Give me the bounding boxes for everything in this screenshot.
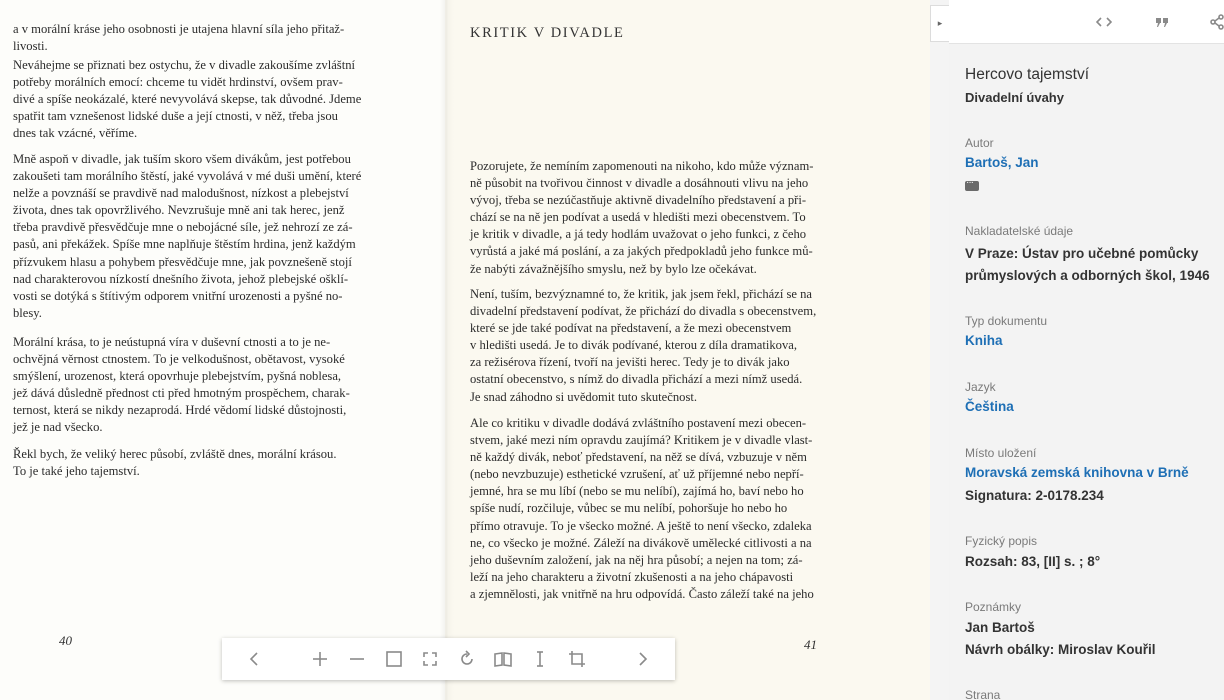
right-page-number: 41 [804, 637, 817, 652]
publisher-label: Nakladatelské údaje [965, 224, 1074, 238]
left-paragraph-1: a v morální kráse jeho osobnosti je utajena hlavní síla jeho přitaž- livosti. [13, 22, 345, 54]
fullscreen-icon[interactable] [417, 646, 443, 672]
notes-line-2: Návrh obálky: Miroslav Kouřil [965, 642, 1156, 657]
more-info-icon[interactable] [965, 181, 979, 191]
rotate-icon[interactable] [454, 646, 480, 672]
sidebar-top-bar [949, 0, 1224, 44]
physical-label: Fyzický popis [965, 534, 1038, 548]
location-label: Místo uložení [965, 446, 1037, 460]
publisher-value: V Praze: Ústav pro učebné pomůcky průmyslových a odborných škol, 1946 [965, 246, 1210, 283]
signature-value: Signatura: 2-0178.234 [965, 488, 1104, 503]
notes-line-1: Jan Bartoš [965, 620, 1035, 635]
share-icon[interactable] [1207, 12, 1224, 32]
fit-page-icon[interactable] [381, 646, 407, 672]
left-paragraph-4: Morální krása, to je neústupná víra v duševní ctnosti a to je ne- ochvějná věrnost ctnostem. To je velkodušnost, obětavost, vysoké smýšlení, urozenost, která opovrhuje plebejstvím, pyšná noblesa, jež dává důsledně přednost cti před hmotným prospěchem, charak- ternost, která se nikdy nezaprodá. Hrdé vědomí lidské důstojnosti, jež je nad všecko. [13, 335, 350, 435]
book-view-icon[interactable] [490, 646, 516, 672]
physical-value: Rozsah: 83, [II] s. ; 8° [965, 554, 1101, 569]
viewer-toolbar [222, 638, 675, 680]
chevron-right-small-icon: ▸ [937, 18, 943, 28]
left-paragraph-3: Mně aspoň v divadle, jak tuším skoro všem divákům, jest potřebou zakoušeti tam morálního štěstí, jaké vyvolává v mé duši umění, které nelže a povznáší se pravdivě nad malodušnost, nízkost a plebejství života, dnes tak opovržlivého. Nevzrušuje mně ani tak herec, jenž třeba pravdivě přesvědčuje mne o nebojácné síle, jež nehrozí ze zá- pasů, ani překážek. Spíše mne naplňuje štěstím hrdina, jenž každým přízvukem hlasu a pohybem přesvědčuje mne, jak povznešeně stojí nad charakterovou nízkostí dnešního života, jehož plebejské ošklí- vosti se dotýká s štítivým odporem vnitřní urozenosti a pyšné no- blesy. [13, 152, 362, 320]
book-subtitle: Divadelní úvahy [965, 90, 1064, 105]
left-paragraph-5: Řekl bych, že veliký herec působí, zvláště dnes, morální krásou. To je také jeho tajemství. [13, 447, 337, 479]
location-link[interactable]: Moravská zemská knihovna v Brně [965, 465, 1189, 480]
left-page-number: 40 [59, 633, 72, 648]
right-paragraph-1: Pozorujete, že nemíním zapomenouti na nikoho, kdo může význam- ně působit na tvořivou činnost v divadle a dosáhnouti vlivu na jeho vývoj, třeba se nezúčastňuje aktivně divadelního představení a při- chází se na ně jen podívat a usedá v hledišti mezi obecenstvem. To je kritik v divadle, a já tedy hodlám uvažovat o jeho funkci, z čeho vyrůstá a jaké má poslání, a za jakých předpokladů jeho funkce mů- že nabýti závažnějšího smyslu, než by bylo lze očekávat. [470, 159, 814, 276]
right-paragraph-3: Ale co kritiku v divadle dodává zvláštního postavení mezi obecen- stvem, jaké mezi ním opravdu zaujímá? Kritikem je v divadle vlast- ně každý divák, neboť představení, na něž se dívá, vzbuzuje v něm (nebo nevzbuzuje) esthetické vzrušení, ať už příjemné nebo nepří- jemné, hra se mu líbí (nebo se mu nelíbí), zajímá ho, baví nebo ho spíše nudí, rozčiluje, vůbec se mu nelíbí, pohoršuje ho nebo ho přímo otravuje. To je všecko možné. A ještě to není všecko, zdaleka ne, co všecko je možné. Záleží na divákově umělecké citlivosti a na jeho duševním založení, jak na něj hra působí; a nejen na tom; zá- leží na jeho charakteru a životní zkušenosti a na jeho chápavosti a zjemnělosti, jak vnitřně na hru odpovídá. Často záleží také na jeho [470, 416, 814, 601]
code-icon[interactable] [1094, 12, 1114, 32]
notes-label: Poznámky [965, 600, 1022, 614]
language-label: Jazyk [965, 380, 996, 394]
zoom-out-icon[interactable] [344, 646, 370, 672]
metadata-sidebar [949, 0, 1224, 700]
doc-type-label: Typ dokumentu [965, 314, 1048, 328]
chevron-left-icon[interactable] [242, 646, 268, 672]
left-paragraph-2: Neváhejme se přiznati bez ostychu, že v divadle zakoušíme zvláštní potřeby morálních emocí: chceme tu vidět hrdinství, ovšem prav- divé a spíše neokázalé, které nevyvolává skepse, tak důvodné. Jdeme spatřit tam vznešenost lidské duše a její ctnosti, v něž, třeba jsou dnes tak vzácné, věříme. [13, 58, 362, 141]
running-head: KRITIK V DIVADLE [470, 25, 625, 41]
zoom-in-icon[interactable] [307, 646, 333, 672]
crop-icon[interactable] [564, 646, 590, 672]
author-link[interactable]: Bartoš, Jan [965, 155, 1039, 170]
page-label: Strana [965, 688, 1001, 700]
right-paragraph-2: Není, tuším, bezvýznamné to, že kritik, jak jsem řekl, přichází se na divadelní představení podívat, že přichází do divadla s obecenstvem, které se jde také podívat na představení, a že mezi obecenstvem v hledišti usedá. Je to divák podívané, kterou z díla dramatikova, za režisérova řízení, tvoří na jevišti herec. Tedy je to divák jako ostatní obecenstvo, s nímž do divadla přichází a mezi nímž usedá. Je snad záhodno si uvědomit tuto skutečnost. [470, 287, 817, 404]
book-gutter [440, 0, 454, 700]
doc-type-link[interactable]: Kniha [965, 333, 1003, 348]
language-link[interactable]: Čeština [965, 399, 1014, 414]
chevron-right-icon[interactable] [629, 646, 655, 672]
book-title: Hercovo tajemství [965, 66, 1090, 83]
text-select-icon[interactable] [527, 646, 553, 672]
quote-icon[interactable] [1152, 12, 1172, 32]
author-label: Autor [965, 136, 994, 150]
sidebar-collapse-toggle[interactable] [930, 5, 949, 42]
